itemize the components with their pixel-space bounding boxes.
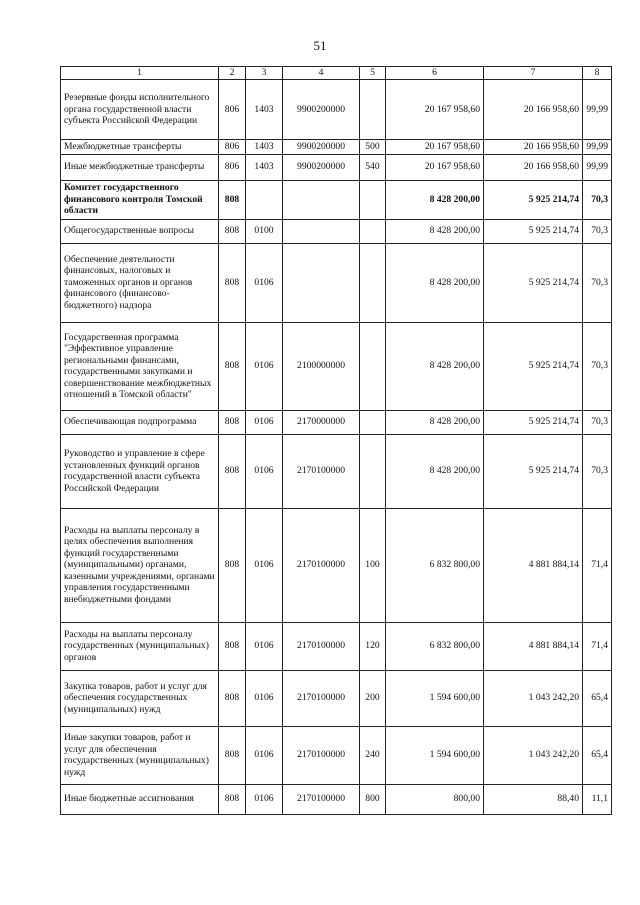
cell-col5 (360, 243, 386, 322)
cell-col6: 20 167 958,60 (386, 140, 484, 155)
cell-col2: 808 (219, 180, 246, 219)
cell-col4: 9900200000 (283, 154, 360, 180)
cell-col8: 71,4 (583, 622, 612, 670)
cell-col5 (360, 180, 386, 219)
cell-col3: 0100 (246, 219, 283, 243)
column-header: 8 (583, 67, 612, 80)
table-row (61, 784, 612, 814)
cell-col6: 8 428 200,00 (386, 219, 484, 243)
cell-col8: 71,4 (583, 508, 612, 622)
cell-col5 (360, 80, 386, 140)
column-header: 3 (246, 67, 283, 80)
column-header: 5 (360, 67, 386, 80)
cell-col7: 1 043 242,20 (484, 726, 583, 784)
cell-col6: 8 428 200,00 (386, 410, 484, 434)
cell-col2: 808 (219, 219, 246, 243)
table-header (61, 67, 612, 80)
cell-col4 (283, 180, 360, 219)
cell-col8: 99,99 (583, 80, 612, 140)
cell-col7: 88,40 (484, 784, 583, 814)
cell-col4: 9900200000 (283, 80, 360, 140)
cell-col7: 5 925 214,74 (484, 243, 583, 322)
cell-col6: 8 428 200,00 (386, 180, 484, 219)
cell-col7: 20 166 958,60 (484, 80, 583, 140)
cell-col3: 0106 (246, 434, 283, 508)
column-header: 4 (283, 67, 360, 80)
table-row (61, 243, 612, 322)
cell-col2: 808 (219, 508, 246, 622)
cell-col3: 0106 (246, 622, 283, 670)
header-row (61, 67, 612, 80)
cell-col4: 2170100000 (283, 622, 360, 670)
cell-col4: 2170100000 (283, 670, 360, 726)
cell-col7: 5 925 214,74 (484, 322, 583, 410)
cell-col8: 11,1 (583, 784, 612, 814)
row-name: Государственная программа "Эффективное управление региональными финансами, государственными закупками и совершенствование межбюджетных отношений в Томской области" (61, 322, 219, 410)
row-name: Резервные фонды исполнительного органа государственной власти субъекта Российской Федерации (61, 80, 219, 140)
cell-col6: 6 832 800,00 (386, 508, 484, 622)
row-name: Иные бюджетные ассигнования (61, 784, 219, 814)
cell-col4: 2170100000 (283, 784, 360, 814)
row-name: Расходы на выплаты персоналу в целях обеспечения выполнения функций государственными (муниципальными) органами, казенными учреждениями, органами управления государственными внебюджетными фондами (61, 508, 219, 622)
cell-col3 (246, 180, 283, 219)
cell-col4: 2100000000 (283, 322, 360, 410)
cell-col2: 808 (219, 670, 246, 726)
cell-col5: 540 (360, 154, 386, 180)
cell-col3: 0106 (246, 726, 283, 784)
cell-col5: 200 (360, 670, 386, 726)
row-name: Межбюджетные трансферты (61, 140, 219, 155)
cell-col3: 0106 (246, 243, 283, 322)
cell-col4: 2170100000 (283, 434, 360, 508)
cell-col7: 5 925 214,74 (484, 180, 583, 219)
cell-col6: 8 428 200,00 (386, 322, 484, 410)
cell-col6: 20 167 958,60 (386, 80, 484, 140)
cell-col2: 806 (219, 154, 246, 180)
cell-col8: 70,3 (583, 219, 612, 243)
column-header: 2 (219, 67, 246, 80)
cell-col8: 70,3 (583, 180, 612, 219)
cell-col3: 0106 (246, 322, 283, 410)
cell-col4 (283, 219, 360, 243)
cell-col8: 70,3 (583, 243, 612, 322)
cell-col7: 1 043 242,20 (484, 670, 583, 726)
cell-col6: 800,00 (386, 784, 484, 814)
cell-col5: 120 (360, 622, 386, 670)
cell-col2: 808 (219, 726, 246, 784)
cell-col2: 806 (219, 140, 246, 155)
cell-col3: 0106 (246, 410, 283, 434)
cell-col6: 1 594 600,00 (386, 670, 484, 726)
row-name: Общегосударственные вопросы (61, 219, 219, 243)
cell-col2: 808 (219, 322, 246, 410)
cell-col7: 5 925 214,74 (484, 434, 583, 508)
cell-col3: 0106 (246, 784, 283, 814)
row-name: Обеспечение деятельности финансовых, налоговых и таможенных органов и органов финансового (финансово-бюджетного) надзора (61, 243, 219, 322)
cell-col3: 1403 (246, 140, 283, 155)
cell-col5 (360, 434, 386, 508)
cell-col7: 5 925 214,74 (484, 219, 583, 243)
table-row (61, 410, 612, 434)
cell-col7: 20 166 958,60 (484, 154, 583, 180)
cell-col2: 808 (219, 622, 246, 670)
cell-col5: 800 (360, 784, 386, 814)
cell-col6: 20 167 958,60 (386, 154, 484, 180)
table-row (61, 508, 612, 622)
cell-col2: 808 (219, 784, 246, 814)
cell-col8: 65,4 (583, 670, 612, 726)
cell-col4: 9900200000 (283, 140, 360, 155)
cell-col5 (360, 219, 386, 243)
row-name: Иные межбюджетные трансферты (61, 154, 219, 180)
cell-col4: 2170000000 (283, 410, 360, 434)
cell-col5: 240 (360, 726, 386, 784)
row-name: Закупка товаров, работ и услуг для обеспечения государственных (муниципальных) нужд (61, 670, 219, 726)
cell-col8: 65,4 (583, 726, 612, 784)
cell-col6: 8 428 200,00 (386, 434, 484, 508)
cell-col8: 70,3 (583, 410, 612, 434)
row-name: Руководство и управление в сфере установленных функций органов государственной власти субъекта Российской Федерации (61, 434, 219, 508)
cell-col2: 808 (219, 434, 246, 508)
cell-col8: 70,3 (583, 434, 612, 508)
page-number: 51 (313, 38, 327, 53)
table-row (61, 726, 612, 784)
table-row (61, 140, 612, 155)
cell-col5 (360, 410, 386, 434)
row-name: Обеспечивающая подпрограмма (61, 410, 219, 434)
table-row (61, 80, 612, 140)
cell-col8: 99,99 (583, 154, 612, 180)
cell-col7: 4 881 884,14 (484, 508, 583, 622)
table-row (61, 322, 612, 410)
cell-col8: 70,3 (583, 322, 612, 410)
table-row (61, 622, 612, 670)
cell-col8: 99,99 (583, 140, 612, 155)
cell-col4: 2170100000 (283, 508, 360, 622)
cell-col3: 0106 (246, 670, 283, 726)
cell-col5: 500 (360, 140, 386, 155)
row-name: Расходы на выплаты персоналу государственных (муниципальных) органов (61, 622, 219, 670)
cell-col5 (360, 322, 386, 410)
column-header: 1 (61, 67, 219, 80)
table-row (61, 434, 612, 508)
table-body (61, 80, 612, 815)
cell-col3: 0106 (246, 508, 283, 622)
cell-col6: 8 428 200,00 (386, 243, 484, 322)
table-row (61, 180, 612, 219)
cell-col4 (283, 243, 360, 322)
cell-col7: 5 925 214,74 (484, 410, 583, 434)
cell-col3: 1403 (246, 80, 283, 140)
cell-col6: 6 832 800,00 (386, 622, 484, 670)
row-name: Комитет государственного финансового контроля Томской области (61, 180, 219, 219)
row-name: Иные закупки товаров, работ и услуг для обеспечения государственных (муниципальных) нужд (61, 726, 219, 784)
table-row (61, 219, 612, 243)
column-header: 7 (484, 67, 583, 80)
table-row (61, 154, 612, 180)
cell-col2: 808 (219, 410, 246, 434)
cell-col7: 20 166 958,60 (484, 140, 583, 155)
budget-table (60, 66, 612, 815)
cell-col7: 4 881 884,14 (484, 622, 583, 670)
table-row (61, 670, 612, 726)
cell-col6: 1 594 600,00 (386, 726, 484, 784)
column-header: 6 (386, 67, 484, 80)
cell-col2: 808 (219, 243, 246, 322)
cell-col4: 2170100000 (283, 726, 360, 784)
cell-col3: 1403 (246, 154, 283, 180)
cell-col2: 806 (219, 80, 246, 140)
cell-col5: 100 (360, 508, 386, 622)
